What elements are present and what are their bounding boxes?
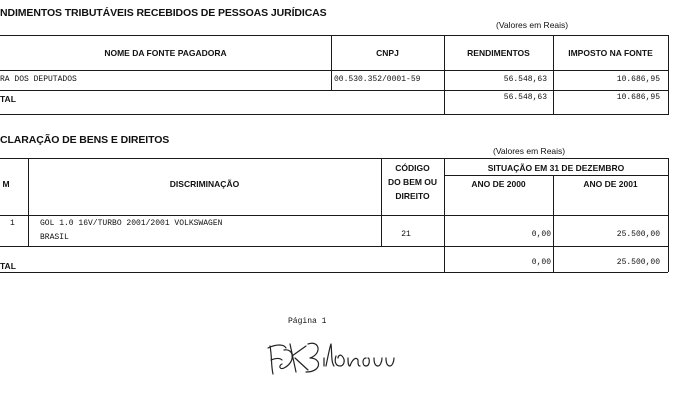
divider — [0, 158, 668, 159]
total-2000: 0,00 — [531, 258, 551, 267]
imposto-value: 10.686,95 — [616, 75, 660, 84]
values-note: (Valores em Reais) — [493, 146, 566, 156]
value-2001: 25.500,00 — [616, 230, 660, 239]
divider — [0, 70, 668, 71]
rendimentos-value: 56.548,63 — [503, 75, 547, 84]
divider — [0, 246, 668, 247]
col-header-cnpj: CNPJ — [376, 48, 399, 58]
col-header-rendimentos: RENDIMENTOS — [467, 48, 530, 58]
divider — [331, 35, 332, 91]
col-header-codigo-line2: DO BEM OU — [387, 177, 438, 187]
divider — [28, 158, 29, 246]
total-label: TAL — [0, 94, 16, 104]
col-header-nome: NOME DA FONTE PAGADORA — [104, 48, 227, 58]
divider — [0, 35, 668, 36]
signature — [262, 332, 402, 387]
col-header-codigo-line3: DIREITO — [395, 191, 430, 201]
divider — [444, 158, 445, 272]
col-header-ano-2001: ANO DE 2001 — [583, 179, 638, 189]
asset-description-line2: BRASIL — [40, 233, 69, 242]
values-note: (Valores em Reais) — [496, 20, 569, 30]
section-title-bens: CLARAÇÃO DE BENS E DIREITOS — [0, 134, 170, 146]
divider — [444, 175, 668, 176]
item-number: 1 — [10, 219, 15, 228]
page-number: Página 1 — [288, 317, 327, 326]
total-2001: 25.500,00 — [616, 258, 660, 267]
divider — [668, 35, 669, 115]
value-2000: 0,00 — [531, 230, 551, 239]
payer-name: RA DOS DEPUTADOS — [0, 75, 77, 84]
section-title-rendimentos: NDIMENTOS TRIBUTÁVEIS RECEBIDOS DE PESSOAS JURÍDICAS — [0, 7, 327, 19]
payer-cnpj: 00.530.352/0001-59 — [334, 75, 421, 84]
col-header-codigo-line1: CÓDIGO — [395, 163, 430, 173]
col-header-imposto: IMPOSTO NA FONTE — [568, 48, 653, 58]
col-header-item: M — [2, 179, 10, 189]
col-header-situacao: SITUAÇÃO EM 31 DE DEZEMBRO — [487, 163, 625, 173]
divider — [0, 215, 668, 216]
col-header-discriminacao: DISCRIMINAÇÃO — [169, 179, 240, 189]
divider — [0, 272, 668, 273]
divider — [668, 158, 669, 272]
total-imposto: 10.686,95 — [616, 93, 660, 102]
total-label: TAL — [0, 261, 16, 271]
asset-code: 21 — [401, 230, 411, 239]
col-header-ano-2000: ANO DE 2000 — [471, 179, 526, 189]
handwritten-signature-icon — [262, 332, 402, 382]
total-rendimentos: 56.548,63 — [503, 93, 547, 102]
asset-description-line1: GOL 1.0 16V/TURBO 2001/2001 VOLKSWAGEN — [40, 219, 223, 228]
divider — [0, 114, 668, 115]
divider — [0, 90, 668, 91]
